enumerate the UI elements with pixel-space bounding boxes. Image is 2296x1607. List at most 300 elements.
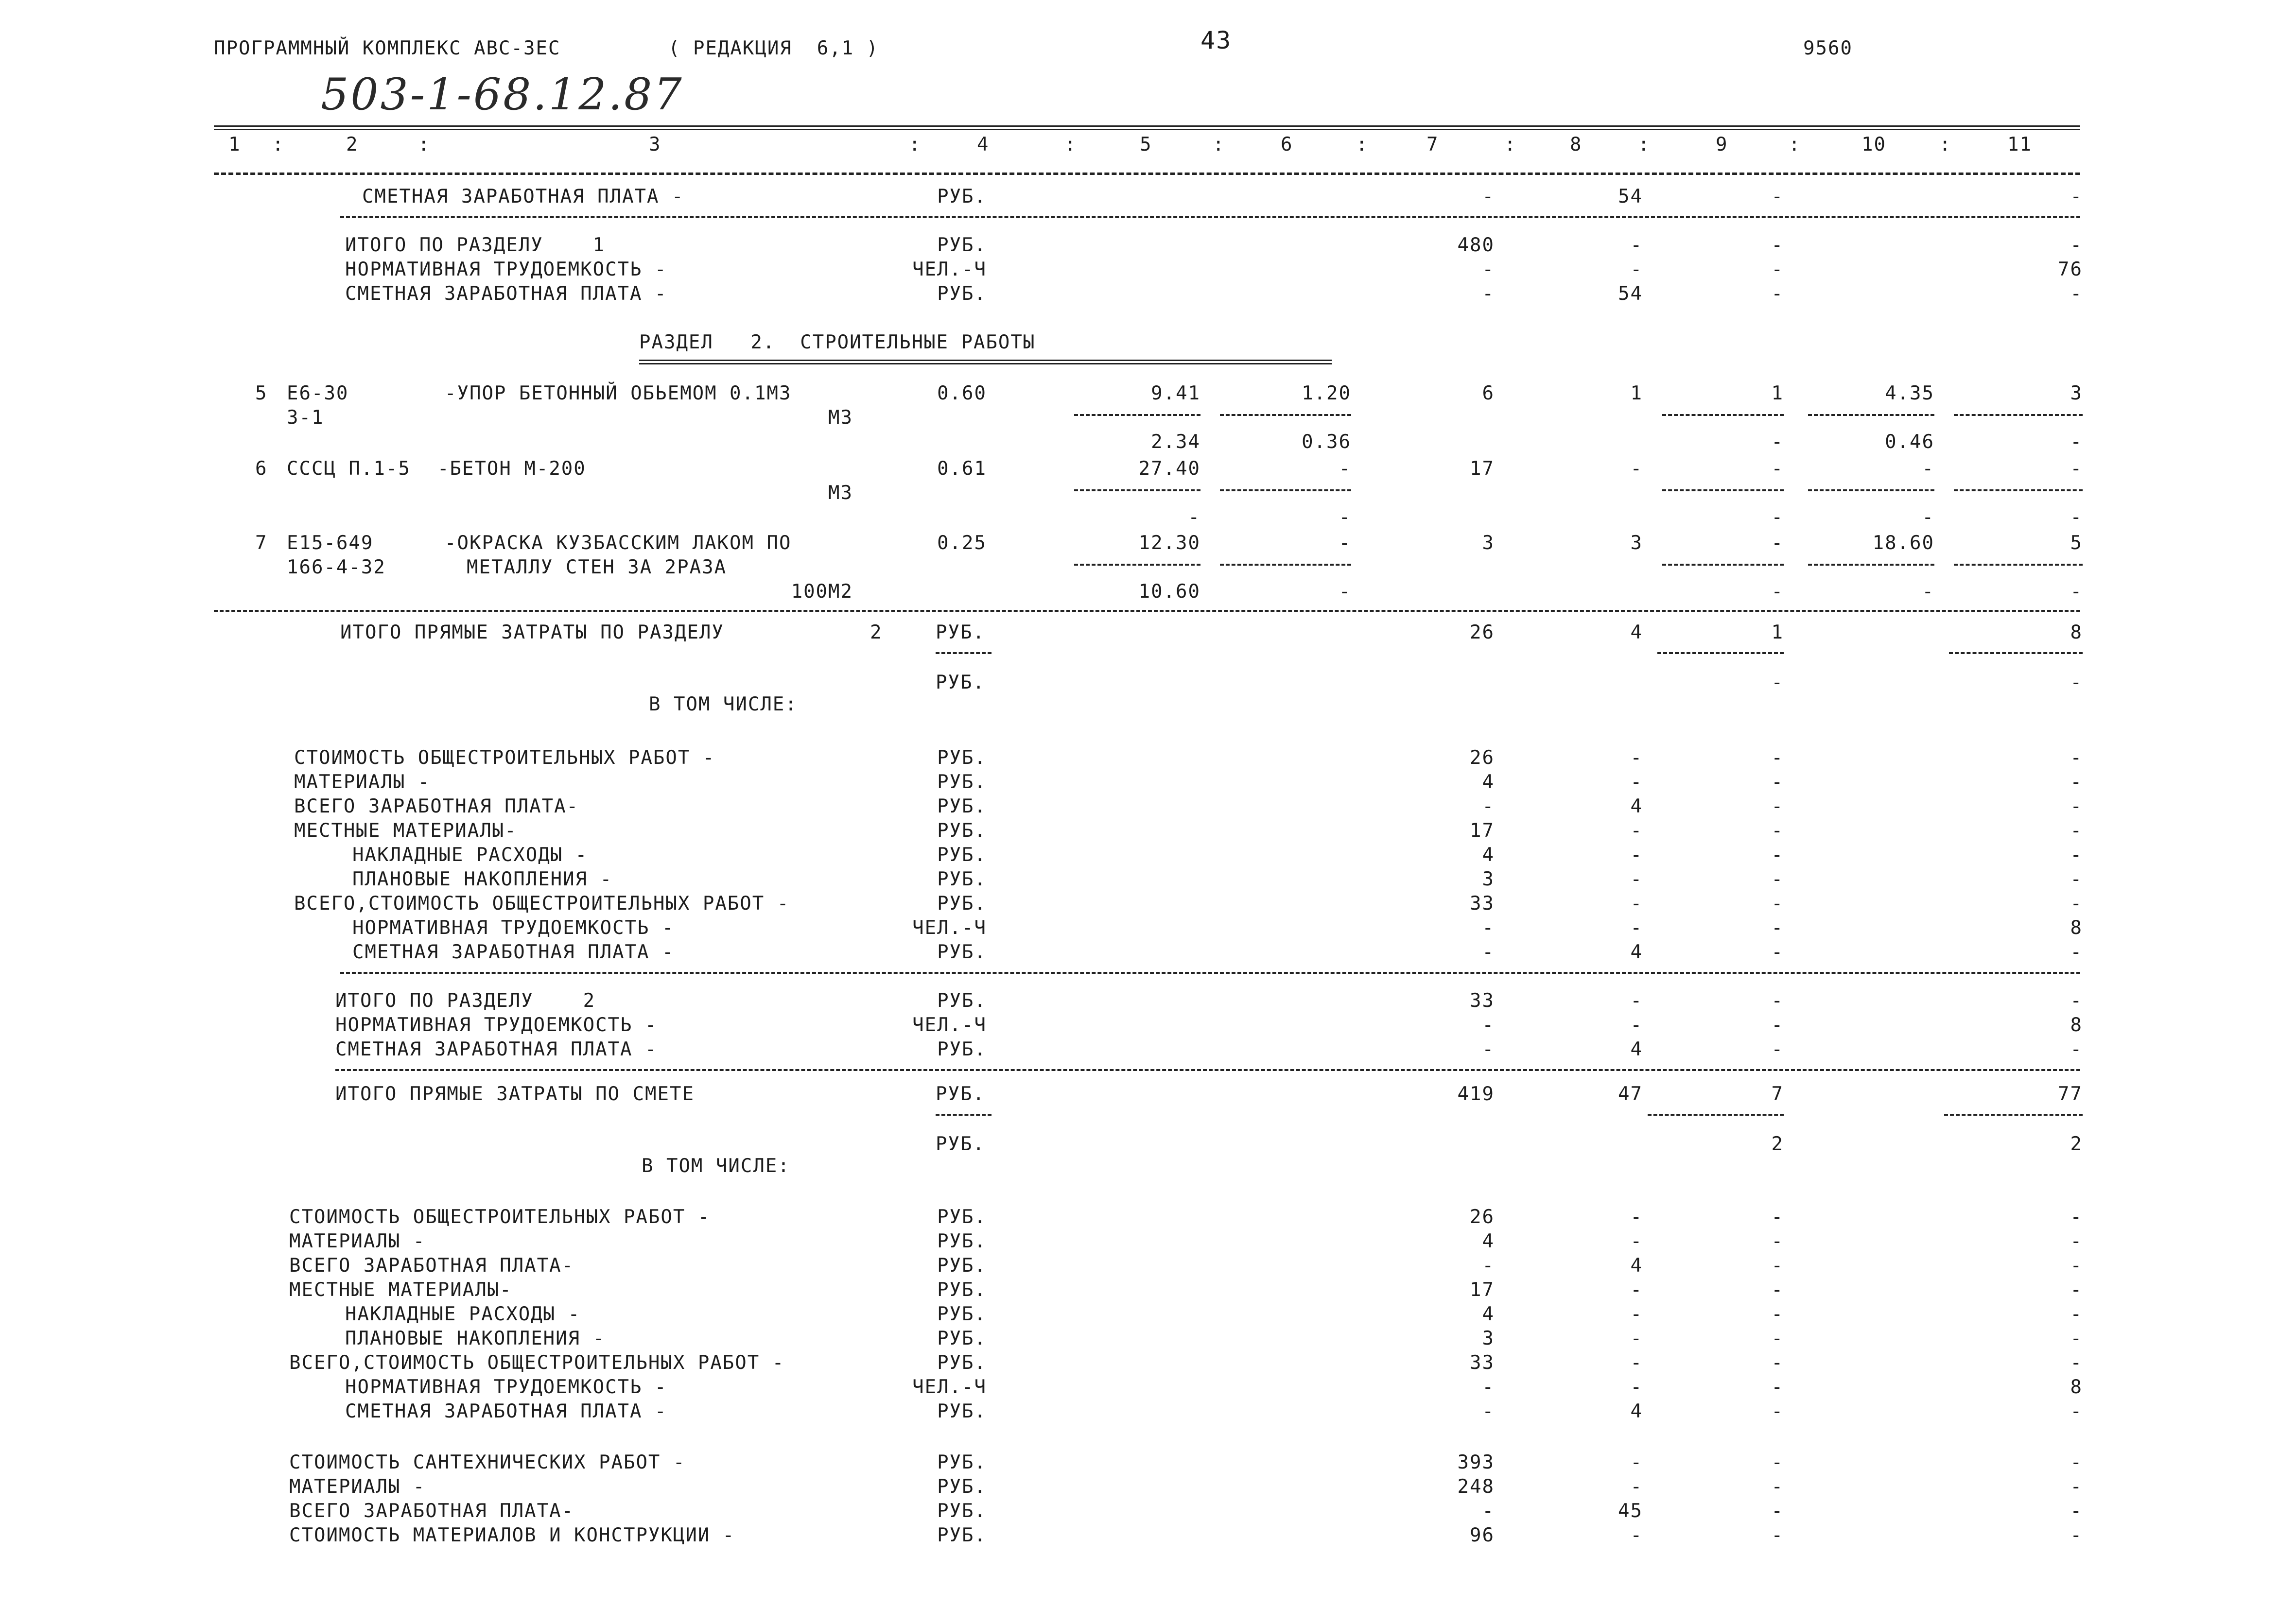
value-cell-c11-lower: - xyxy=(2070,672,2083,693)
value-cell-c9: 1 xyxy=(1771,382,1784,404)
column-number: 5 xyxy=(1140,134,1152,156)
value-cell-c11: - xyxy=(2070,990,2083,1012)
column-number: 3 xyxy=(649,134,661,156)
value-cell-c7: - xyxy=(1482,941,1495,963)
cell-underline xyxy=(1944,1114,2083,1116)
value-cell-c7: - xyxy=(1482,283,1495,305)
value-cell-c7: 33 xyxy=(1470,990,1495,1012)
column-number: 10 xyxy=(1861,134,1886,156)
unit-cell: РУБ. xyxy=(937,1303,987,1325)
value-cell-c9: - xyxy=(1771,458,1784,480)
unit-cell: РУБ. xyxy=(937,1352,987,1374)
unit-cell: РУБ. xyxy=(936,1083,985,1105)
value-cell-c7: 4 xyxy=(1482,771,1495,793)
value-cell-c4: 0.61 xyxy=(937,458,987,480)
value-cell-c9: - xyxy=(1771,917,1784,939)
item-code-secondary: 166-4-32 xyxy=(287,556,386,578)
value-cell-c8: - xyxy=(1630,458,1643,480)
cell-underline xyxy=(1662,489,1784,491)
value-cell-c9: - xyxy=(1771,941,1784,963)
column-number: 1 xyxy=(228,134,241,156)
value-cell-c9: - xyxy=(1771,1014,1784,1036)
value-cell-c9: - xyxy=(1771,1500,1784,1522)
item-name: -ОКРАСКА КУЗБАССКИМ ЛАКОМ ПО xyxy=(445,532,792,554)
cell-underline xyxy=(936,652,991,654)
row-label: МАТЕРИАЛЫ - xyxy=(289,1476,426,1498)
value-cell-c11: - xyxy=(2070,820,2083,842)
value-cell-c8: - xyxy=(1630,234,1643,256)
cell-underline xyxy=(1220,489,1351,491)
value-cell-c9: - xyxy=(1771,1524,1784,1546)
value-cell-c10-lower: - xyxy=(1922,506,1934,528)
item-number: 5 xyxy=(255,382,268,404)
value-cell-c9-lower: 2 xyxy=(1771,1133,1784,1155)
value-cell-c7: - xyxy=(1482,259,1495,280)
unit-cell: ЧЕЛ.-Ч xyxy=(912,259,987,280)
divider xyxy=(340,216,2080,218)
value-cell-c9: - xyxy=(1771,820,1784,842)
cell-underline xyxy=(1954,414,2083,416)
value-cell-c8: 47 xyxy=(1618,1083,1643,1105)
value-cell-c7: - xyxy=(1482,1376,1495,1398)
value-cell-c11: - xyxy=(2070,1352,2083,1374)
column-separator: : xyxy=(1356,134,1369,156)
item-unit: М3 xyxy=(828,482,853,504)
value-cell-c7: - xyxy=(1482,186,1495,207)
value-cell-c11: 76 xyxy=(2058,259,2083,280)
unit-cell: РУБ. xyxy=(937,1400,987,1422)
value-cell-c11: - xyxy=(2070,893,2083,915)
value-cell-c6: 1.20 xyxy=(1302,382,1351,404)
value-cell-c9: - xyxy=(1771,259,1784,280)
value-cell-c9: - xyxy=(1771,1451,1784,1473)
header-rule-top xyxy=(214,125,2080,130)
column-separator: : xyxy=(1213,134,1225,156)
value-cell-c8: 4 xyxy=(1630,1400,1643,1422)
value-cell-c11: - xyxy=(2070,1328,2083,1349)
value-cell-c9: - xyxy=(1771,1038,1784,1060)
page-number: 43 xyxy=(1200,26,1232,54)
value-cell-c9: 1 xyxy=(1771,622,1784,643)
cell-underline xyxy=(1954,489,2083,491)
value-cell-c9: - xyxy=(1771,844,1784,866)
column-number: 2 xyxy=(346,134,359,156)
unit-cell: РУБ. xyxy=(937,893,987,915)
value-cell-c4: 0.25 xyxy=(937,532,987,554)
value-cell-c9: - xyxy=(1771,1376,1784,1398)
row-label: ВСЕГО ЗАРАБОТНАЯ ПЛАТА- xyxy=(289,1500,574,1522)
value-cell-c7: 3 xyxy=(1482,1328,1495,1349)
row-label: СТОИМОСТЬ ОБЩЕСТРОИТЕЛЬНЫХ РАБОТ - xyxy=(294,747,715,769)
value-cell-c9: 7 xyxy=(1771,1083,1784,1105)
divider xyxy=(340,972,2080,974)
value-cell-c11: 5 xyxy=(2070,532,2083,554)
value-cell-c6: - xyxy=(1339,458,1351,480)
value-cell-c8: - xyxy=(1630,259,1643,280)
value-cell-c11: 8 xyxy=(2070,1376,2083,1398)
value-cell-c8: - xyxy=(1630,1476,1643,1498)
value-cell-c4: 0.60 xyxy=(937,382,987,404)
value-cell-c7: 3 xyxy=(1482,532,1495,554)
value-cell-c9: - xyxy=(1771,186,1784,207)
value-cell-c9: - xyxy=(1771,747,1784,769)
value-cell-c11: - xyxy=(2070,747,2083,769)
unit-cell: ЧЕЛ.-Ч xyxy=(912,1376,987,1398)
value-cell-c9: - xyxy=(1771,771,1784,793)
row-label: НАКЛАДНЫЕ РАСХОДЫ - xyxy=(345,1303,581,1325)
value-cell-c11: - xyxy=(2070,868,2083,890)
value-cell-c8: - xyxy=(1630,990,1643,1012)
value-cell-c9: - xyxy=(1771,1352,1784,1374)
cell-underline xyxy=(1074,564,1200,566)
cell-underline xyxy=(1808,414,1934,416)
value-cell-c7: 26 xyxy=(1470,622,1495,643)
row-label: НАКЛАДНЫЕ РАСХОДЫ - xyxy=(352,844,588,866)
unit-cell: РУБ. xyxy=(937,1328,987,1349)
divider xyxy=(335,1069,2080,1071)
section-title-underline xyxy=(639,360,1332,364)
cell-underline xyxy=(1662,564,1784,566)
value-cell-c8: - xyxy=(1630,1376,1643,1398)
value-cell-c8: 4 xyxy=(1630,1255,1643,1277)
value-cell-c7: - xyxy=(1482,1500,1495,1522)
row-label: МЕСТНЫЕ МАТЕРИАЛЫ- xyxy=(294,820,517,842)
row-label: СМЕТНАЯ ЗАРАБОТНАЯ ПЛАТА - xyxy=(345,1400,667,1422)
unit-cell: РУБ. xyxy=(937,1500,987,1522)
unit-cell: РУБ. xyxy=(937,868,987,890)
including-label: В ТОМ ЧИСЛЕ: xyxy=(642,1155,790,1177)
value-cell-c9: - xyxy=(1771,795,1784,817)
value-cell-c8: - xyxy=(1630,868,1643,890)
column-number: 8 xyxy=(1570,134,1583,156)
cell-underline xyxy=(1954,564,2083,566)
value-cell-c8: 54 xyxy=(1618,283,1643,305)
value-cell-c9: - xyxy=(1771,1230,1784,1252)
unit-cell: РУБ. xyxy=(937,1230,987,1252)
row-label: МАТЕРИАЛЫ - xyxy=(289,1230,426,1252)
row-label: СМЕТНАЯ ЗАРАБОТНАЯ ПЛАТА - xyxy=(352,941,675,963)
value-cell-c7: 480 xyxy=(1457,234,1495,256)
divider xyxy=(214,610,2080,612)
value-cell-c9: - xyxy=(1771,868,1784,890)
row-label: НОРМАТИВНАЯ ТРУДОЕМКОСТЬ - xyxy=(345,1376,667,1398)
row-label: ПЛАНОВЫЕ НАКОПЛЕНИЯ - xyxy=(345,1328,606,1349)
value-cell-c7: 4 xyxy=(1482,1230,1495,1252)
row-label: ВСЕГО,СТОИМОСТЬ ОБЩЕСТРОИТЕЛЬНЫХ РАБОТ - xyxy=(289,1352,785,1374)
value-cell-c8: 54 xyxy=(1618,186,1643,207)
row-label: СМЕТНАЯ ЗАРАБОТНАЯ ПЛАТА - xyxy=(335,1038,658,1060)
column-separator: : xyxy=(1939,134,1952,156)
column-separator: : xyxy=(909,134,922,156)
value-cell-c7: 17 xyxy=(1470,1279,1495,1301)
value-cell-c11: - xyxy=(2070,1524,2083,1546)
value-cell-c11: - xyxy=(2070,1400,2083,1422)
value-cell-c11-lower: - xyxy=(2070,506,2083,528)
program-name: ПРОГРАММНЫЙ КОМПЛЕКС АВС-3ЕС xyxy=(214,37,561,59)
value-cell-c11: - xyxy=(2070,1476,2083,1498)
value-cell-c8: 3 xyxy=(1630,532,1643,554)
value-cell-c11: - xyxy=(2070,1500,2083,1522)
value-cell-c5: 12.30 xyxy=(1138,532,1200,554)
value-cell-c11: - xyxy=(2070,1038,2083,1060)
cell-underline xyxy=(1808,489,1934,491)
row-label: СМЕТНАЯ ЗАРАБОТНАЯ ПЛАТА - xyxy=(362,186,684,207)
value-cell-c8: - xyxy=(1630,747,1643,769)
value-cell-c8: - xyxy=(1630,1451,1643,1473)
value-cell-c9-lower: - xyxy=(1771,672,1784,693)
value-cell-c6-lower: - xyxy=(1339,581,1351,603)
row-label: МЕСТНЫЕ МАТЕРИАЛЫ- xyxy=(289,1279,512,1301)
unit-cell: РУБ. xyxy=(937,820,987,842)
column-separator: : xyxy=(1638,134,1651,156)
value-cell-c9: - xyxy=(1771,1255,1784,1277)
value-cell-c11: - xyxy=(2070,1230,2083,1252)
unit-cell: РУБ. xyxy=(937,990,987,1012)
value-cell-c8: - xyxy=(1630,917,1643,939)
value-cell-c11: - xyxy=(2070,844,2083,866)
value-cell-c6-lower: - xyxy=(1339,506,1351,528)
row-label: ИТОГО ПО РАЗДЕЛУ 1 xyxy=(345,234,606,256)
row-label: ВСЕГО ЗАРАБОТНАЯ ПЛАТА- xyxy=(294,795,579,817)
value-cell-c10-lower: 0.46 xyxy=(1885,431,1934,453)
unit-cell: РУБ. xyxy=(937,844,987,866)
value-cell-c11: 8 xyxy=(2070,917,2083,939)
value-cell-c7: 393 xyxy=(1457,1451,1495,1473)
item-code: СССЦ П.1-5 xyxy=(287,458,411,480)
value-cell-c8: 4 xyxy=(1630,622,1643,643)
value-cell-c8: - xyxy=(1630,1206,1643,1228)
value-cell-c6: - xyxy=(1339,532,1351,554)
unit-cell: РУБ. xyxy=(937,941,987,963)
unit-cell: РУБ. xyxy=(937,186,987,207)
item-unit: М3 xyxy=(828,407,853,429)
value-cell-c10: 4.35 xyxy=(1885,382,1934,404)
total-direct-label: ИТОГО ПРЯМЫЕ ЗАТРАТЫ ПО СМЕТЕ xyxy=(335,1083,695,1105)
value-cell-c7: 6 xyxy=(1482,382,1495,404)
value-cell-c9-lower: - xyxy=(1771,581,1784,603)
cell-underline xyxy=(1657,652,1784,654)
value-cell-c8: - xyxy=(1630,1279,1643,1301)
unit-cell: РУБ. xyxy=(937,747,987,769)
unit-cell: РУБ. xyxy=(937,1206,987,1228)
column-separator: : xyxy=(418,134,431,156)
item-number: 7 xyxy=(255,532,268,554)
edition-label: ( РЕДАКЦИЯ 6,1 ) xyxy=(668,37,879,59)
value-cell-c11: - xyxy=(2070,234,2083,256)
value-cell-c7: 17 xyxy=(1470,458,1495,480)
unit-cell: ЧЕЛ.-Ч xyxy=(912,1014,987,1036)
document-code: 9560 xyxy=(1803,37,1853,59)
item-name: -УПОР БЕТОННЫЙ ОБЬЕМОМ 0.1М3 xyxy=(445,382,792,404)
value-cell-c11: 3 xyxy=(2070,382,2083,404)
column-number: 4 xyxy=(977,134,990,156)
value-cell-c5: 27.40 xyxy=(1138,458,1200,480)
value-cell-c11-lower: - xyxy=(2070,581,2083,603)
value-cell-c9-lower: - xyxy=(1771,506,1784,528)
row-label: ИТОГО ПО РАЗДЕЛУ 2 xyxy=(335,990,596,1012)
unit-cell: РУБ. xyxy=(937,771,987,793)
value-cell-c5-lower: 10.60 xyxy=(1138,581,1200,603)
value-cell-c11: 8 xyxy=(2070,1014,2083,1036)
value-cell-c9: - xyxy=(1771,1400,1784,1422)
value-cell-c11: - xyxy=(2070,795,2083,817)
value-cell-c7: 4 xyxy=(1482,1303,1495,1325)
value-cell-c7: 96 xyxy=(1470,1524,1495,1546)
value-cell-c11: - xyxy=(2070,1279,2083,1301)
value-cell-c7: - xyxy=(1482,1038,1495,1060)
column-separator: : xyxy=(1504,134,1517,156)
value-cell-c11-lower: 2 xyxy=(2070,1133,2083,1155)
row-label: СТОИМОСТЬ САНТЕХНИЧЕСКИХ РАБОТ - xyxy=(289,1451,686,1473)
value-cell-c11: - xyxy=(2070,1255,2083,1277)
row-label: ВСЕГО,СТОИМОСТЬ ОБЩЕСТРОИТЕЛЬНЫХ РАБОТ - xyxy=(294,893,790,915)
column-number: 11 xyxy=(2007,134,2032,156)
value-cell-c7: 26 xyxy=(1470,747,1495,769)
value-cell-c11: 8 xyxy=(2070,622,2083,643)
value-cell-c10-lower: - xyxy=(1922,581,1934,603)
row-label: СТОИМОСТЬ МАТЕРИАЛОВ И КОНСТРУКЦИИ - xyxy=(289,1524,735,1546)
item-unit: 100М2 xyxy=(791,581,853,603)
value-cell-c8: - xyxy=(1630,1328,1643,1349)
value-cell-c5-lower: - xyxy=(1188,506,1200,528)
item-name: -БЕТОН М-200 xyxy=(437,458,586,480)
value-cell-c8: - xyxy=(1630,1352,1643,1374)
value-cell-c9: - xyxy=(1771,283,1784,305)
value-cell-c9: - xyxy=(1771,1303,1784,1325)
unit-cell: РУБ. xyxy=(937,234,987,256)
value-cell-c9: - xyxy=(1771,234,1784,256)
value-cell-c8: 1 xyxy=(1630,382,1643,404)
row-label: СМЕТНАЯ ЗАРАБОТНАЯ ПЛАТА - xyxy=(345,283,667,305)
cell-underline xyxy=(1074,489,1200,491)
value-cell-c7: 3 xyxy=(1482,868,1495,890)
unit-cell: РУБ. xyxy=(937,1038,987,1060)
value-cell-c7: - xyxy=(1482,1014,1495,1036)
value-cell-c9-lower: - xyxy=(1771,431,1784,453)
value-cell-c11: 77 xyxy=(2058,1083,2083,1105)
value-cell-c9: - xyxy=(1771,1328,1784,1349)
row-label: НОРМАТИВНАЯ ТРУДОЕМКОСТЬ - xyxy=(335,1014,658,1036)
unit-cell: РУБ. xyxy=(937,1476,987,1498)
unit-cell: РУБ. xyxy=(937,1279,987,1301)
unit-cell: РУБ. xyxy=(937,795,987,817)
row-label: НОРМАТИВНАЯ ТРУДОЕМКОСТЬ - xyxy=(345,259,667,280)
value-cell-c11: - xyxy=(2070,283,2083,305)
column-number: 7 xyxy=(1426,134,1439,156)
value-cell-c9: - xyxy=(1771,893,1784,915)
cell-underline xyxy=(1074,414,1200,416)
value-cell-c5-lower: 2.34 xyxy=(1151,431,1200,453)
value-cell-c8: - xyxy=(1630,893,1643,915)
section-number: 2 xyxy=(870,622,883,643)
value-cell-c8: - xyxy=(1630,771,1643,793)
unit-cell: РУБ. xyxy=(936,672,985,693)
column-number: 6 xyxy=(1281,134,1293,156)
value-cell-c7: 26 xyxy=(1470,1206,1495,1228)
value-cell-c5: 9.41 xyxy=(1151,382,1200,404)
cell-underline xyxy=(1648,1114,1784,1116)
value-cell-c7: - xyxy=(1482,795,1495,817)
value-cell-c7: - xyxy=(1482,1400,1495,1422)
cell-underline xyxy=(1220,414,1351,416)
value-cell-c7: 4 xyxy=(1482,844,1495,866)
item-code-secondary: 3-1 xyxy=(287,407,324,429)
value-cell-c7: 419 xyxy=(1457,1083,1495,1105)
item-name-continued: МЕТАЛЛУ СТЕН ЗА 2РАЗА xyxy=(467,556,727,578)
column-number: 9 xyxy=(1716,134,1728,156)
value-cell-c8: 4 xyxy=(1630,795,1643,817)
value-cell-c8: - xyxy=(1630,820,1643,842)
column-separator: : xyxy=(1789,134,1801,156)
value-cell-c11: - xyxy=(2070,1303,2083,1325)
value-cell-c11: - xyxy=(2070,941,2083,963)
header-rule-bottom xyxy=(214,173,2080,175)
row-label: ПЛАНОВЫЕ НАКОПЛЕНИЯ - xyxy=(352,868,613,890)
item-code: Е6-30 xyxy=(287,382,349,404)
row-label: МАТЕРИАЛЫ - xyxy=(294,771,431,793)
value-cell-c8: - xyxy=(1630,844,1643,866)
value-cell-c8: - xyxy=(1630,1230,1643,1252)
unit-cell: РУБ. xyxy=(936,622,985,643)
value-cell-c8: 4 xyxy=(1630,1038,1643,1060)
value-cell-c8: - xyxy=(1630,1524,1643,1546)
including-label: В ТОМ ЧИСЛЕ: xyxy=(649,693,798,715)
value-cell-c11: - xyxy=(2070,771,2083,793)
column-separator: : xyxy=(1064,134,1077,156)
column-separator: : xyxy=(272,134,285,156)
value-cell-c11: - xyxy=(2070,1206,2083,1228)
value-cell-c8: 45 xyxy=(1618,1500,1643,1522)
cell-underline xyxy=(1949,652,2083,654)
value-cell-c11: - xyxy=(2070,186,2083,207)
value-cell-c8: - xyxy=(1630,1303,1643,1325)
cell-underline xyxy=(936,1114,991,1116)
row-label: ВСЕГО ЗАРАБОТНАЯ ПЛАТА- xyxy=(289,1255,574,1277)
value-cell-c9: - xyxy=(1771,1476,1784,1498)
cell-underline xyxy=(1808,564,1934,566)
value-cell-c7: 17 xyxy=(1470,820,1495,842)
unit-cell: РУБ. xyxy=(937,283,987,305)
value-cell-c11: - xyxy=(2070,458,2083,480)
value-cell-c7: - xyxy=(1482,1255,1495,1277)
total-direct-label: ИТОГО ПРЯМЫЕ ЗАТРАТЫ ПО РАЗДЕЛУ xyxy=(340,622,724,643)
value-cell-c10: 18.60 xyxy=(1872,532,1934,554)
value-cell-c6-lower: 0.36 xyxy=(1302,431,1351,453)
unit-cell: РУБ. xyxy=(937,1451,987,1473)
cell-underline xyxy=(1662,414,1784,416)
value-cell-c9: - xyxy=(1771,990,1784,1012)
value-cell-c9: - xyxy=(1771,1279,1784,1301)
value-cell-c7: 33 xyxy=(1470,893,1495,915)
value-cell-c9: - xyxy=(1771,1206,1784,1228)
row-label: НОРМАТИВНАЯ ТРУДОЕМКОСТЬ - xyxy=(352,917,675,939)
unit-cell: РУБ. xyxy=(937,1524,987,1546)
value-cell-c11: - xyxy=(2070,1451,2083,1473)
value-cell-c7: - xyxy=(1482,917,1495,939)
value-cell-c8: - xyxy=(1630,1014,1643,1036)
value-cell-c7: 33 xyxy=(1470,1352,1495,1374)
unit-cell: РУБ. xyxy=(937,1255,987,1277)
value-cell-c9: - xyxy=(1771,532,1784,554)
value-cell-c8: 4 xyxy=(1630,941,1643,963)
handwritten-reference: 503-1-68.12.87 xyxy=(321,69,684,120)
cell-underline xyxy=(1220,564,1351,566)
unit-cell: ЧЕЛ.-Ч xyxy=(912,917,987,939)
value-cell-c11-lower: - xyxy=(2070,431,2083,453)
item-code: Е15-649 xyxy=(287,532,374,554)
value-cell-c10: - xyxy=(1922,458,1934,480)
section-title: РАЗДЕЛ 2. СТРОИТЕЛЬНЫЕ РАБОТЫ xyxy=(639,331,1036,353)
